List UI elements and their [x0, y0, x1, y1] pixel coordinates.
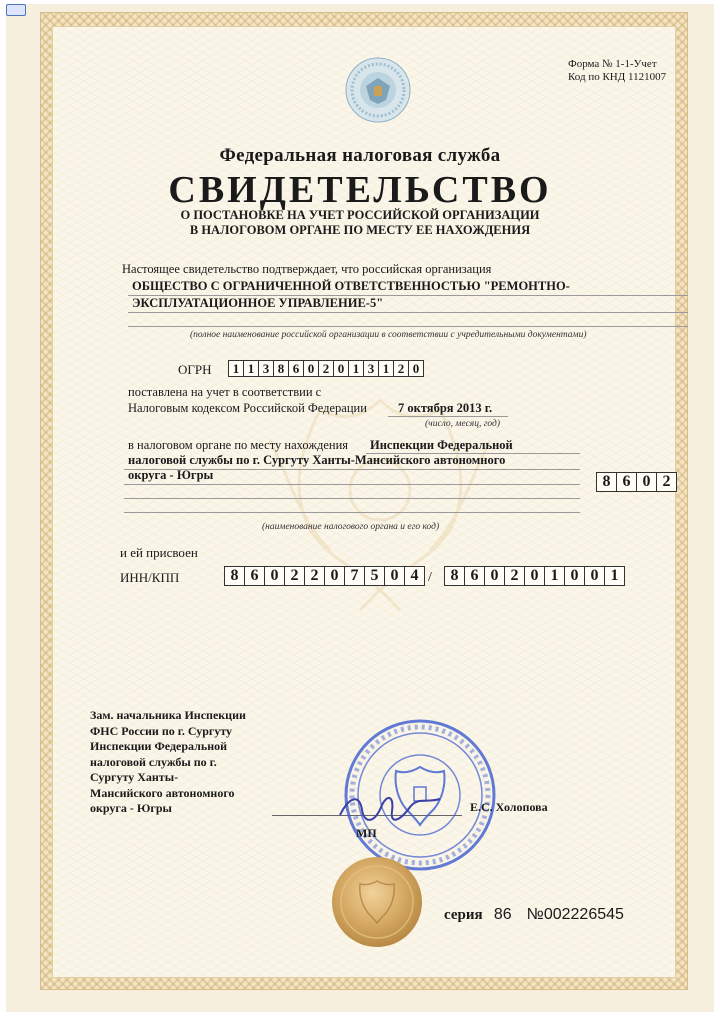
underline	[128, 326, 688, 327]
position-line: ФНС России по г. Сургуту	[90, 723, 233, 738]
ogrn-label: ОГРН	[178, 362, 212, 377]
inn-digit: 2	[284, 566, 305, 586]
organization-name-line2: ЭКСПЛУАТАЦИОННОЕ УПРАВЛЕНИЕ-5"	[132, 296, 384, 310]
underline	[124, 512, 580, 513]
tax-authority-name-line2: налоговой службы по г. Сургуту Ханты-Мансийского автономного	[128, 453, 506, 467]
tax-authority-name-part1: Инспекции Федеральной	[370, 438, 513, 452]
ogrn-digit: 1	[348, 360, 364, 377]
kpp-digit: 0	[484, 566, 505, 586]
kpp-digits	[444, 566, 624, 586]
registration-line1: поставлена на учет в соответствии с	[128, 385, 322, 399]
underline	[128, 312, 688, 313]
intro-text: Настоящее свидетельство подтверждает, что российская организация	[122, 262, 492, 276]
registration-line2: Налоговым кодексом Российской Федерации	[128, 401, 367, 415]
kpp-digit: 2	[504, 566, 525, 586]
kpp-digit: 1	[604, 566, 625, 586]
registration-date: 7 октября 2013 г.	[398, 401, 493, 415]
position-line: Сургуту Ханты-	[90, 770, 179, 784]
knd-code: Код по КНД 1121007	[568, 71, 667, 83]
signer-position	[90, 708, 270, 817]
ogrn-digit: 3	[363, 360, 379, 377]
ogrn-digit: 0	[303, 360, 319, 377]
kpp-digit: 8	[444, 566, 465, 586]
inn-digit: 5	[364, 566, 385, 586]
fns-emblem-icon	[344, 56, 412, 124]
kpp-digit: 0	[524, 566, 545, 586]
tax-authority-prefix: в налоговом органе по месту нахождения	[128, 438, 349, 452]
inn-digit: 2	[304, 566, 325, 586]
signer-name: Е.С. Холопова	[470, 800, 548, 814]
assigned-label: и ей присвоен	[120, 545, 198, 560]
tax-authority-code	[596, 472, 676, 492]
position-line: налоговой службы по г.	[90, 754, 217, 769]
kpp-digit: 0	[584, 566, 605, 586]
serial-block	[444, 906, 624, 924]
ogrn-digit: 2	[318, 360, 334, 377]
kpp-digit: 0	[564, 566, 585, 586]
ogrn-digit: 1	[378, 360, 394, 377]
ogrn-digits	[228, 360, 423, 377]
serial-number: №002226545	[526, 906, 624, 923]
inn-digits	[224, 566, 424, 586]
position-line: Зам. начальника Инспекции	[90, 708, 246, 722]
underline	[124, 484, 580, 485]
underline	[388, 416, 508, 417]
corner-tab	[6, 4, 26, 16]
inn-digit: 0	[384, 566, 405, 586]
organization-name-line1: ОБЩЕСТВО С ОГРАНИЧЕННОЙ ОТВЕТСТВЕННОСТЬЮ "РЕМОНТНО-	[132, 279, 570, 293]
inn-kpp-separator: /	[428, 570, 432, 585]
position-line: Мансийского автономного	[90, 785, 235, 800]
ogrn-digit: 6	[288, 360, 304, 377]
date-note: (число, месяц, год)	[425, 419, 501, 429]
document-title: СВИДЕТЕЛЬСТВО	[168, 169, 552, 211]
ogrn-digit: 0	[333, 360, 349, 377]
form-number: Форма № 1-1-Учет	[568, 58, 657, 70]
kpp-digit: 1	[544, 566, 565, 586]
position-line: Инспекции Федеральной	[90, 739, 228, 753]
inn-digit: 8	[224, 566, 245, 586]
code-digit: 2	[656, 472, 677, 492]
organization-name-note: (полное наименование российской организации в соответствии с учредительными документами)	[190, 330, 587, 340]
kpp-digit: 6	[464, 566, 485, 586]
inn-digit: 0	[264, 566, 285, 586]
agency-name: Федеральная налоговая служба	[219, 145, 501, 166]
code-digit: 6	[616, 472, 637, 492]
mp-label: МП	[356, 826, 377, 840]
ogrn-digit: 1	[243, 360, 259, 377]
tax-authority-name-line3: округа - Югры	[128, 468, 214, 482]
inn-digit: 7	[344, 566, 365, 586]
form-number-block	[568, 58, 666, 84]
inn-kpp-label: ИНН/КПП	[120, 570, 180, 585]
gold-seal-icon	[330, 855, 424, 949]
ogrn-digit: 2	[393, 360, 409, 377]
inn-digit: 4	[404, 566, 425, 586]
position-line: округа - Югры	[90, 801, 172, 815]
serial-label: серия	[444, 907, 483, 923]
serial-series: 86	[493, 906, 512, 923]
handwritten-signature-icon	[330, 785, 450, 835]
inn-digit: 0	[324, 566, 345, 586]
document-subtitle	[0, 208, 720, 238]
underline	[124, 498, 580, 499]
code-digit: 0	[636, 472, 657, 492]
code-digit: 8	[596, 472, 617, 492]
ogrn-digit: 3	[258, 360, 274, 377]
subtitle-line: В НАЛОГОВОМ ОРГАНЕ ПО МЕСТУ ЕЕ НАХОЖДЕНИЯ	[189, 223, 531, 237]
ogrn-digit: 1	[228, 360, 244, 377]
tax-authority-note: (наименование налогового органа и его код)	[262, 522, 440, 532]
subtitle-line: О ПОСТАНОВКЕ НА УЧЕТ РОССИЙСКОЙ ОРГАНИЗАЦИИ	[180, 208, 540, 222]
ogrn-digit: 0	[408, 360, 424, 377]
ogrn-digit: 8	[273, 360, 289, 377]
inn-digit: 6	[244, 566, 265, 586]
